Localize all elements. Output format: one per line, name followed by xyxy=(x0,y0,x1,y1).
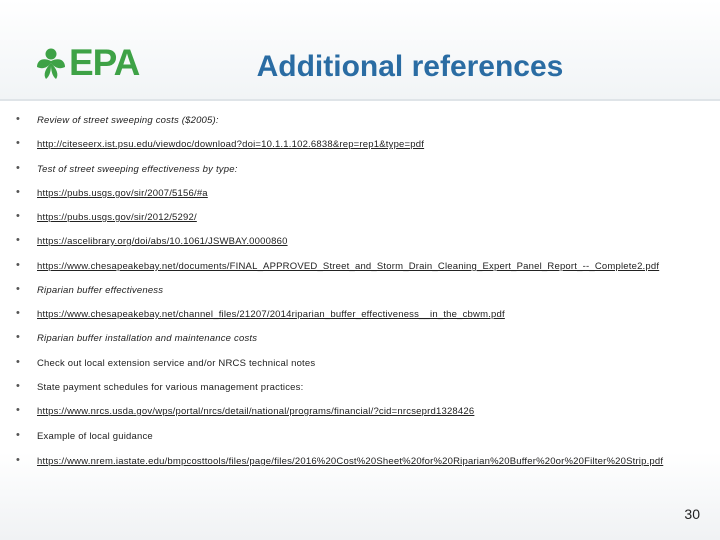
reference-label: Test of street sweeping effectiveness by type: xyxy=(37,164,238,175)
reference-label: Example of local guidance xyxy=(37,431,153,442)
bullet-icon: • xyxy=(16,331,20,343)
bullet-icon: • xyxy=(16,113,20,125)
reference-link[interactable]: https://ascelibrary.org/doi/abs/10.1061/JSWBAY.0000860 xyxy=(37,236,288,247)
reference-label: Riparian buffer effectiveness xyxy=(37,285,164,296)
bullet-icon: • xyxy=(16,454,20,466)
bullet-icon: • xyxy=(16,186,20,198)
bullet-icon: • xyxy=(16,307,20,319)
bullet-icon: • xyxy=(16,380,20,392)
bullet-icon: • xyxy=(16,356,20,368)
epa-flower-icon xyxy=(36,46,66,80)
reference-link[interactable]: https://pubs.usgs.gov/sir/2007/5156/#a xyxy=(37,188,208,199)
reference-link[interactable]: https://pubs.usgs.gov/sir/2012/5292/ xyxy=(37,212,197,223)
bullet-icon: • xyxy=(16,234,20,246)
reference-label: State payment schedules for various management practices: xyxy=(37,382,304,393)
reference-label: Riparian buffer installation and maintenance costs xyxy=(37,333,258,344)
bullet-icon: • xyxy=(16,429,20,441)
reference-link[interactable]: https://www.chesapeakebay.net/documents/FINAL_APPROVED_Street_and_Storm_Drain_Cleaning_Expert_Panel_Report_--_Complete2.pdf xyxy=(37,261,660,272)
bullet-icon: • xyxy=(16,259,20,271)
page-title: Additional references xyxy=(256,50,564,83)
logo-wordmark: EPA xyxy=(69,42,140,83)
bullet-icon: • xyxy=(16,162,20,174)
bullet-icon: • xyxy=(16,404,20,416)
reference-label: Check out local extension service and/or NRCS technical notes xyxy=(37,358,316,369)
reference-link[interactable]: https://www.chesapeakebay.net/channel_files/21207/2014riparian_buffer_effectiveness__in_the_cbwm.pdf xyxy=(37,309,505,320)
page-number: 30 xyxy=(684,506,700,522)
reference-link[interactable]: http://citeseerx.ist.psu.edu/viewdoc/download?doi=10.1.1.102.6838&rep=rep1&type=pdf xyxy=(37,139,425,150)
reference-link[interactable]: https://www.nrcs.usda.gov/wps/portal/nrcs/detail/national/programs/financial/?cid=nrcseprd1328426 xyxy=(37,406,475,417)
reference-link[interactable]: https://www.nrem.iastate.edu/bmpcosttools/files/page/files/2016%20Cost%20Sheet%20for%20Riparian%20Buffer%20or%20Filter%20Strip.pdf xyxy=(37,456,664,467)
reference-label: Review of street sweeping costs ($2005): xyxy=(37,115,219,126)
bullet-icon: • xyxy=(16,283,20,295)
bullet-icon: • xyxy=(16,137,20,149)
epa-logo xyxy=(36,44,139,82)
bullet-icon: • xyxy=(16,210,20,222)
